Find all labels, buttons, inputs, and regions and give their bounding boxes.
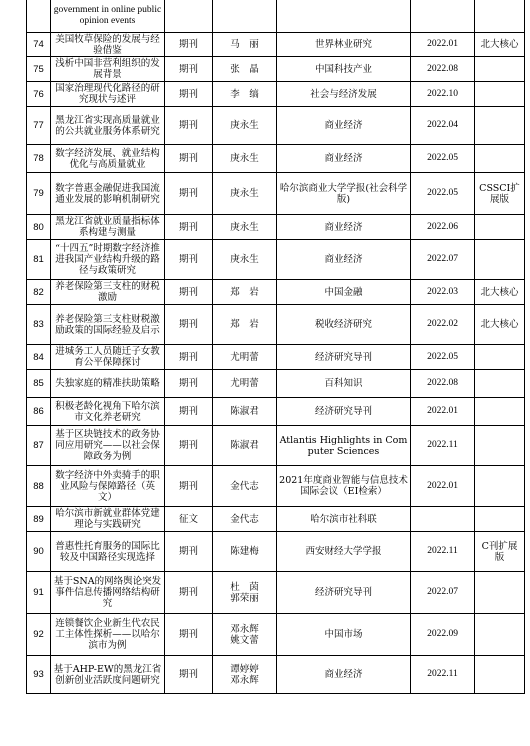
table-row <box>27 466 525 507</box>
index-note <box>475 240 525 280</box>
author-name: 杜 茵 郭荣丽 <box>213 572 277 614</box>
paper-title: 国家治理现代化路径的研究现状与述评 <box>51 82 165 107</box>
table-row <box>27 145 525 173</box>
row-number: 87 <box>27 426 51 466</box>
venue-name: 社会与经济发展 <box>277 82 411 107</box>
paper-title: government in online public opinion events <box>51 0 165 33</box>
row-number: 85 <box>27 370 51 398</box>
publication-date: 2022.01 <box>411 33 475 57</box>
venue-name: 经济研究导刊 <box>277 398 411 426</box>
author-name: 庚永生 <box>213 107 277 145</box>
author-name: 庚永生 <box>213 145 277 173</box>
publications-table <box>26 0 525 694</box>
index-note <box>475 345 525 370</box>
row-number: 79 <box>27 173 51 215</box>
venue-name: 哈尔滨商业大学学报(社会科学版) <box>277 173 411 215</box>
publication-type: 期刊 <box>165 426 213 466</box>
author-name: 庚永生 <box>213 240 277 280</box>
row-number: 86 <box>27 398 51 426</box>
row-number: 84 <box>27 345 51 370</box>
venue-name: 商业经济 <box>277 145 411 173</box>
table-row <box>27 398 525 426</box>
publication-type: 期刊 <box>165 656 213 694</box>
index-note: 北大核心 <box>475 305 525 345</box>
publication-date: 2022.04 <box>411 107 475 145</box>
author-name: 邓永辉 姚文蕾 <box>213 614 277 656</box>
table-row <box>27 614 525 656</box>
table-row <box>27 280 525 305</box>
publication-type: 期刊 <box>165 614 213 656</box>
publication-date: 2022.01 <box>411 398 475 426</box>
venue-name: 经济研究导刊 <box>277 345 411 370</box>
publication-date: 2022.06 <box>411 215 475 240</box>
row-number: 91 <box>27 572 51 614</box>
publication-date: 2022.07 <box>411 240 475 280</box>
table-row <box>27 33 525 57</box>
publication-date: 2022.05 <box>411 173 475 215</box>
author-name: 庚永生 <box>213 215 277 240</box>
paper-title: 数字经济中外卖骑手的职业风险与保障路径（英文） <box>51 466 165 507</box>
publication-type: 期刊 <box>165 532 213 572</box>
row-number: 74 <box>27 33 51 57</box>
table-row <box>27 215 525 240</box>
venue-name: 商业经济 <box>277 240 411 280</box>
publication-date: 2022.02 <box>411 305 475 345</box>
author-name: 谭婷婷 邓永辉 <box>213 656 277 694</box>
index-note <box>475 656 525 694</box>
publication-date: 2022.10 <box>411 82 475 107</box>
author-name: 尤明蕾 <box>213 370 277 398</box>
row-number: 77 <box>27 107 51 145</box>
paper-title: 基于SNA的网络舆论突发事件信息传播网络结构研究 <box>51 572 165 614</box>
venue-name: 经济研究导刊 <box>277 572 411 614</box>
table-row <box>27 107 525 145</box>
row-number: 81 <box>27 240 51 280</box>
table-row <box>27 426 525 466</box>
row-number: 83 <box>27 305 51 345</box>
venue-name: 中国市场 <box>277 614 411 656</box>
row-number: 90 <box>27 532 51 572</box>
venue-name: 中国金融 <box>277 280 411 305</box>
publication-type: 期刊 <box>165 173 213 215</box>
publication-date: 2022.08 <box>411 57 475 82</box>
row-number: 76 <box>27 82 51 107</box>
row-number: 93 <box>27 656 51 694</box>
publication-date: 2022.05 <box>411 345 475 370</box>
publication-type: 期刊 <box>165 82 213 107</box>
venue-name: 世界林业研究 <box>277 33 411 57</box>
index-note <box>475 215 525 240</box>
index-note <box>475 107 525 145</box>
publication-date: 2022.11 <box>411 656 475 694</box>
author-name <box>213 0 277 33</box>
index-note <box>475 145 525 173</box>
index-note <box>475 370 525 398</box>
index-note <box>475 507 525 532</box>
row-number: 78 <box>27 145 51 173</box>
paper-title: 积极老龄化视角下哈尔滨市文化养老研究 <box>51 398 165 426</box>
publication-type: 期刊 <box>165 145 213 173</box>
venue-name: 商业经济 <box>277 215 411 240</box>
venue-name <box>277 0 411 33</box>
row-number: 89 <box>27 507 51 532</box>
index-note <box>475 572 525 614</box>
row-number: 92 <box>27 614 51 656</box>
venue-name: Atlantis Highlights in Computer Sciences <box>277 426 411 466</box>
publication-date <box>411 507 475 532</box>
venue-name: 哈尔滨市社科联 <box>277 507 411 532</box>
index-note: 北大核心 <box>475 280 525 305</box>
publication-type: 征文 <box>165 507 213 532</box>
table-row <box>27 305 525 345</box>
publication-type <box>165 0 213 33</box>
author-name: 郑 岩 <box>213 305 277 345</box>
publication-type: 期刊 <box>165 240 213 280</box>
publication-type: 期刊 <box>165 215 213 240</box>
author-name: 陈建梅 <box>213 532 277 572</box>
table-row <box>27 240 525 280</box>
index-note: C刊扩展版 <box>475 532 525 572</box>
paper-title: 黑龙江省实现高质量就业的公共就业服务体系研究 <box>51 107 165 145</box>
venue-name: 2021年度商业智能与信息技术国际会议（EI检索） <box>277 466 411 507</box>
paper-title: 美国牧草保险的发展与经验借鉴 <box>51 33 165 57</box>
paper-title: “十四五”时期数字经济推进我国产业结构升级的路径与政策研究 <box>51 240 165 280</box>
publication-date: 2022.09 <box>411 614 475 656</box>
index-note <box>475 0 525 33</box>
row-number <box>27 0 51 33</box>
publication-date: 2022.03 <box>411 280 475 305</box>
author-name: 张 晶 <box>213 57 277 82</box>
author-name: 陈淑君 <box>213 426 277 466</box>
publication-type: 期刊 <box>165 466 213 507</box>
venue-name: 西安财经大学学报 <box>277 532 411 572</box>
paper-title: 进城务工人员随迁子女教育公平保障探讨 <box>51 345 165 370</box>
index-note <box>475 57 525 82</box>
table-row <box>27 57 525 82</box>
index-note: CSSCI扩展版 <box>475 173 525 215</box>
table-row <box>27 572 525 614</box>
index-note <box>475 398 525 426</box>
table-row <box>27 532 525 572</box>
publication-type: 期刊 <box>165 398 213 426</box>
table-row <box>27 345 525 370</box>
publication-date: 2022.01 <box>411 466 475 507</box>
table-row <box>27 0 525 33</box>
index-note <box>475 614 525 656</box>
publication-type: 期刊 <box>165 57 213 82</box>
paper-title: 失独家庭的精准扶助策略 <box>51 370 165 398</box>
paper-title: 哈尔滨市新就业群体党建理论与实践研究 <box>51 507 165 532</box>
index-note <box>475 426 525 466</box>
row-number: 80 <box>27 215 51 240</box>
paper-title: 浅析中国非营利组织的发展背景 <box>51 57 165 82</box>
publication-type: 期刊 <box>165 280 213 305</box>
venue-name: 商业经济 <box>277 656 411 694</box>
publication-date: 2022.05 <box>411 145 475 173</box>
author-name: 李 缟 <box>213 82 277 107</box>
publication-date: 2022.11 <box>411 426 475 466</box>
author-name: 尤明蕾 <box>213 345 277 370</box>
publication-type: 期刊 <box>165 370 213 398</box>
index-note <box>475 82 525 107</box>
row-number: 82 <box>27 280 51 305</box>
paper-title: 养老保险第三支柱的财税激励 <box>51 280 165 305</box>
publication-date: 2022.11 <box>411 532 475 572</box>
publication-type: 期刊 <box>165 305 213 345</box>
author-name: 金代志 <box>213 466 277 507</box>
index-note <box>475 466 525 507</box>
publication-type: 期刊 <box>165 107 213 145</box>
paper-title: 基于AHP-EW的黑龙江省创新创业活跃度问题研究 <box>51 656 165 694</box>
row-number: 75 <box>27 57 51 82</box>
paper-title: 基于区块链技术的政务协同应用研究——以社会保障政务为例 <box>51 426 165 466</box>
author-name: 金代志 <box>213 507 277 532</box>
table-row <box>27 656 525 694</box>
paper-title: 养老保险第三支柱财税激励政策的国际经验及启示 <box>51 305 165 345</box>
paper-title: 黑龙江省就业质量指标体系构建与测量 <box>51 215 165 240</box>
paper-title: 普惠性托育服务的国际比较及中国路径实现选择 <box>51 532 165 572</box>
venue-name: 中国科技产业 <box>277 57 411 82</box>
author-name: 陈淑君 <box>213 398 277 426</box>
venue-name: 百科知识 <box>277 370 411 398</box>
index-note: 北大核心 <box>475 33 525 57</box>
author-name: 庚永生 <box>213 173 277 215</box>
publication-type: 期刊 <box>165 33 213 57</box>
publication-type: 期刊 <box>165 345 213 370</box>
publication-date: 2022.08 <box>411 370 475 398</box>
table-row <box>27 507 525 532</box>
publication-date: 2022.07 <box>411 572 475 614</box>
paper-title: 数字经济发展、就业结构优化与高质量就业 <box>51 145 165 173</box>
paper-title: 连锁餐饮企业新生代农民工主体性探析——以哈尔滨市为例 <box>51 614 165 656</box>
table-row <box>27 173 525 215</box>
author-name: 马 丽 <box>213 33 277 57</box>
row-number: 88 <box>27 466 51 507</box>
publication-type: 期刊 <box>165 572 213 614</box>
table-row <box>27 82 525 107</box>
paper-title: 数字普惠金融促进我国流通业发展的影响机制研究 <box>51 173 165 215</box>
author-name: 郑 岩 <box>213 280 277 305</box>
venue-name: 税收经济研究 <box>277 305 411 345</box>
venue-name: 商业经济 <box>277 107 411 145</box>
publication-date <box>411 0 475 33</box>
table-body <box>27 0 525 694</box>
table-row <box>27 370 525 398</box>
